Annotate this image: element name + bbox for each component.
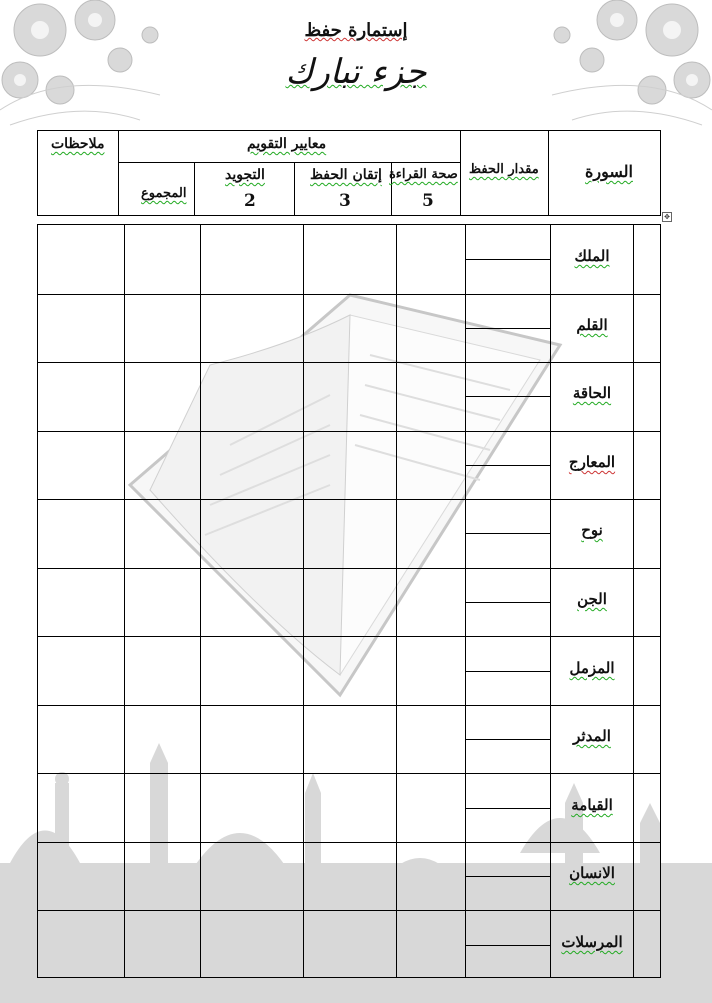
surah-name-text: المعارج (568, 453, 616, 471)
row-divider (38, 499, 660, 500)
surah-name-text: الملك (574, 247, 610, 265)
surah-name-text: المرسلات (561, 933, 623, 951)
column-divider (303, 225, 304, 977)
surah-name-text: الجن (577, 590, 607, 608)
amount-subdivider (466, 602, 550, 603)
amount-subdivider (466, 876, 550, 877)
surah-name-text: الحاقة (572, 384, 612, 402)
surah-name-text: المدثر (573, 727, 611, 745)
amount-subdivider (466, 671, 550, 672)
form-subtitle: جزء تبارك (285, 52, 427, 92)
total-label: المجموع (141, 186, 187, 201)
amount-subdivider (466, 808, 550, 809)
amount-subdivider (466, 945, 550, 946)
amount-subdivider (466, 533, 550, 534)
row-divider (38, 568, 660, 569)
surah-name (551, 384, 633, 402)
surah-name-text: القلم (576, 316, 608, 334)
header-table (37, 130, 661, 216)
row-divider (38, 431, 660, 432)
column-divider (633, 225, 634, 977)
column-divider (124, 225, 125, 977)
surah-name (551, 590, 633, 608)
row-divider (38, 294, 660, 295)
surah-name (551, 933, 633, 951)
move-handle-icon[interactable]: ✥ (662, 212, 672, 222)
surah-label: السورة (585, 162, 633, 181)
memorization-grid (37, 224, 661, 978)
surah-name (551, 247, 633, 265)
column-divider (200, 225, 201, 977)
amount-subdivider (466, 465, 550, 466)
surah-name (551, 864, 633, 882)
surah-name-text: القيامة (571, 796, 613, 814)
column-divider (396, 225, 397, 977)
reading-label: صحة القراءة (389, 167, 458, 182)
amount-subdivider (466, 259, 550, 260)
surah-name-text: الانسان (569, 864, 615, 882)
form-title: إستمارة حفظ (304, 20, 408, 41)
amount-subdivider (466, 396, 550, 397)
tajweed-label: التجويد (225, 167, 265, 183)
row-divider (38, 842, 660, 843)
row-divider (38, 910, 660, 911)
criteria-label: معايير التقويم (247, 136, 327, 152)
row-divider (38, 636, 660, 637)
notes-label: ملاحظات (51, 136, 105, 152)
amount-subdivider (466, 739, 550, 740)
amount-label: مقدار الحفظ (469, 162, 539, 177)
reading-score: 5 (422, 191, 434, 211)
surah-name-text: المزمل (569, 659, 615, 677)
surah-name (551, 659, 633, 677)
row-divider (38, 362, 660, 363)
tajweed-score: 2 (244, 191, 256, 211)
amount-subdivider (466, 328, 550, 329)
memorization-label: إتقان الحفظ (310, 167, 382, 183)
surah-name (551, 316, 633, 334)
surah-name (551, 727, 633, 745)
surah-name-text: نوح (581, 521, 603, 539)
surah-name (551, 796, 633, 814)
surah-name (551, 521, 633, 539)
surah-name (551, 453, 633, 471)
column-divider (465, 225, 466, 977)
memorization-score: 3 (339, 191, 351, 211)
row-divider (38, 773, 660, 774)
row-divider (38, 705, 660, 706)
